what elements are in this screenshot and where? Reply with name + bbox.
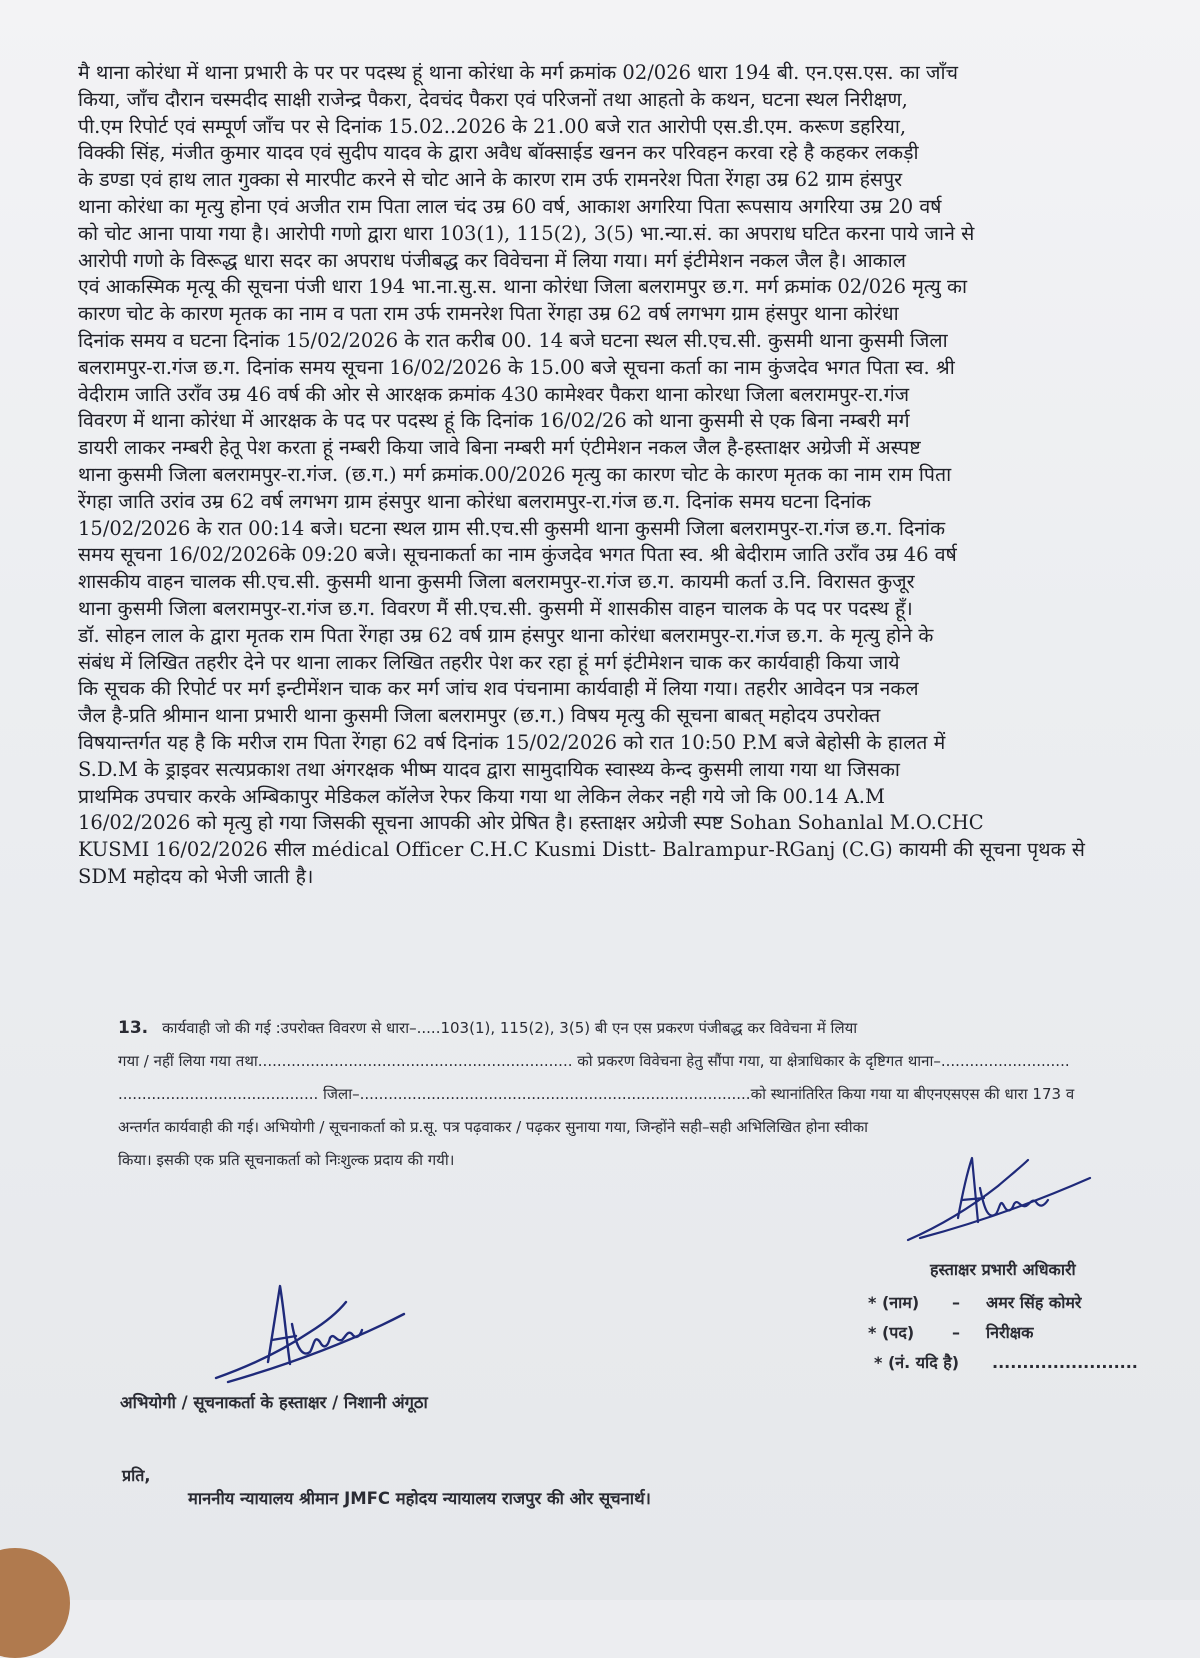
body-line: जैल है-प्रति श्रीमान थाना प्रभारी थाना कुसमी जिला बलरामपुर (छ.ग.) विषय मृत्यु की सूचना बाबत् महोदय उपरोक्त (78, 704, 881, 728)
body-line: दिनांक समय व घटना दिनांक 15/02/2026 के रात करीब 00. 14 बजे घटना स्थल सी.एच.सी. कुसमी थाना कुसमी जिला (78, 328, 948, 352)
body-line: प्राथमिक उपचार करके अम्बिकापुर मेडिकल कॉलेज रेफर किया गया था लेकिन लेकर नही गये जो कि 00.14 A.M (78, 784, 885, 808)
body-line: के डण्डा एवं हाथ लात गुक्का से मारपीट करने से चोट आने के कारण राम उर्फ रामनरेश पिता रेंगहा उम्र 62 ग्राम हंसपुर (78, 168, 903, 192)
form-text: कार्यवाही जो की गई :उपरोक्त विवरण से धारा–.....103(1), 115(2), 3(5) बी एन एस प्रकरण पंजीबद्ध कर विवेचना में लिया (162, 1019, 858, 1037)
body-line: 15/02/2026 के रात 00:14 बजे। घटना स्थल ग्राम सी.एच.सी कुसमी थाना कुसमी जिला बलरामपुर-रा.गंज छ.ग. दिनांक (78, 516, 946, 540)
item-number: 13. (118, 1018, 149, 1038)
body-line: आरोपी गणो के विरूद्ध धारा सदर का अपराध पंजीबद्ध कर विवेचना में लिया गया। मर्ग इंटीमेशन नकल जैल है। आकाल (78, 248, 906, 272)
name-label: * (नाम) (868, 1293, 920, 1312)
body-line: थाना कुसमी जिला बलरामपुर-रा.गंज छ.ग. विवरण मैं सी.एच.सी. कुसमी में शासकीस वाहन चालक के पद पर पदस्थ हूँ। (78, 596, 913, 620)
form-line-4: अन्तर्गत कार्यवाही की गई। अभियोगी / सूचनाकर्ता को प्र.सू. पत्र पढ़वाकर / पढ़कर सुनाया गया, जिन्होंने सही–सही अभिलिखित होना स्वीका (118, 1118, 868, 1136)
form-line-1 (118, 1012, 1193, 1045)
officer-number-row (874, 1348, 1198, 1378)
body-line: किया, जाँच दौरान चस्मदीद साक्षी राजेन्द्र पैकरा, देवचंद पैकरा एवं परिजनों तथा आहतो के कथन, घटना स्थल निरीक्षण, (78, 87, 908, 111)
body-line: S.D.M के ड्राइवर सत्यप्रकाश तथा अंगरक्षक भीष्म यादव द्वारा सामुदायिक स्वास्थ्य केन्द कुसमी लाया गया था जिसका (78, 757, 900, 781)
body-line: 16/02/2026 को मृत्यु हो गया जिसकी सूचना आपकी ओर प्रेषित है। हस्ताक्षर अग्रेजी स्पष्ट Sohan Sohanlal M.O.CHC (78, 811, 984, 835)
body-line: डायरी लाकर नम्बरी हेतू पेश करता हूं नम्बरी किया जावे बिना नम्बरी मर्ग एंटीमेशन नकल जैल है-हस्ताक्षर अग्रेजी में अस्पष्ट (78, 436, 921, 460)
finger-edge (0, 1548, 70, 1658)
body-line: SDM महोदय को भेजी जाती है। (78, 864, 314, 888)
body-line: विक्की सिंह, मंजीत कुमार यादव एवं सुदीप यादव के द्वारा अवैध बॉक्साईड खनन कर परिवहन करवा रहे है कहकर लकड़ी (78, 141, 919, 165)
officer-name: अमर सिंह कोमरे (986, 1293, 1082, 1312)
form-line-3: .......................................... जिला–..................................................................................को स्थानांतिरित किया गया या बीएनएसएस की धारा 173 व (118, 1085, 1075, 1103)
body-line: विषयान्तर्गत यह है कि मरीज राम पिता रेंगहा 62 वर्ष दिनांक 15/02/2026 को रात 10:50 P.M बजे बेहोसी के हालत में (78, 730, 946, 754)
body-line: पी.एम रिपोर्ट एवं सम्पूर्ण जाँच पर से दिनांक 15.02..2026 के 21.00 बजे रात आरोपी एस.डी.एम. करूण डहरिया, (78, 114, 907, 138)
officer-post-row (868, 1318, 1198, 1348)
body-line: बलरामपुर-रा.गंज छ.ग. दिनांक समय सूचना 16/02/2026 के 15.00 बजे सूचना कर्ता का नाम कुंजदेव भगत पिता स्व. श्री (78, 355, 955, 379)
court-recipient-line: माननीय न्यायालय श्रीमान JMFC महोदय न्यायालय राजपुर की ओर सूचनार्थ। (188, 1489, 651, 1508)
officer-name-row (868, 1288, 1198, 1318)
body-line: एवं आकस्मिक मृत्यू की सूचना पंजी धारा 194 भा.ना.सु.स. थाना कोरंधा जिला बलरामपुर छ.ग. मर्ग क्रमांक 02/026 मृत्यु का (78, 275, 968, 299)
body-line: थाना कुसमी जिला बलरामपुर-रा.गंज. (छ.ग.) मर्ग क्रमांक.00/2026 मृत्यु का कारण चोट के कारण मृतक का नाम राम पिता (78, 462, 952, 486)
body-line: शासकीय वाहन चालक सी.एच.सी. कुसमी थाना कुसमी जिला बलरामपुर-रा.गंज छ.ग. कायमी कर्ता उ.नि. विरासत कुजूर (78, 570, 915, 594)
number-label: * (नं. यदि है) (874, 1353, 960, 1372)
body-line: मै थाना कोरंधा में थाना प्रभारी के पर पर पदस्थ हूं थाना कोरंधा के मर्ग क्रमांक 02/026 धारा 194 बी. एन.एस.एस. का जाँच (78, 61, 958, 84)
officer-title: हस्ताक्षर प्रभारी अधिकारी (930, 1260, 1076, 1279)
body-line: कारण चोट के कारण मृतक का नाम व पता राम उर्फ रामनरेश पिता रेंगहा उम्र 62 वर्ष लगभग ग्राम हंसपुर थाना कोरंधा (78, 302, 899, 326)
complainant-signature-label: अभियोगी / सूचनाकर्ता के हस्ताक्षर / निशानी अंगूठा (120, 1393, 428, 1412)
officer-signature-block (868, 1258, 1198, 1378)
post-label: * (पद) (868, 1323, 915, 1342)
body-line: वेदीराम जाति उराँव उम्र 46 वर्ष की ओर से आरक्षक क्रमांक 430 कामेश्वर पैकरा थाना कोरधा जिला बलरामपुर-रा.गंज (78, 382, 910, 406)
body-line: थाना कोरंधा का मृत्यु होना एवं अजीत राम पिता लाल चंद उम्र 60 वर्ष, आकाश अगरिया पिता रूपसाय अगरिया उम्र 20 वर्ष (78, 194, 942, 218)
officer-signature (900, 1148, 1100, 1248)
complainant-signature (210, 1278, 410, 1388)
body-line: विवरण में थाना कोरंधा में आरक्षक के पद पर पदस्थ हूं कि दिनांक 16/02/26 को थाना कुसमी से एक बिना नम्बरी मर्ग (78, 409, 910, 433)
body-line: संबंध में लिखित तहरीर देने पर थाना लाकर लिखित तहरीर पेश कर रहा हूं मर्ग इंटीमेशन चाक कर कार्यवाही किया जाये (78, 650, 900, 674)
form-line-5: किया। इसकी एक प्रति सूचनाकर्ता को निःशुल्क प्रदाय की गयी। (118, 1151, 455, 1169)
form-line-2: गया / नहीं लिया गया तथा.................................................................. को प्रकरण विवेचना हेतु सौंपा गया, या क्षेत्राधिकार के दृष्टिगत थाना–........................... (118, 1052, 1070, 1070)
body-line: समय सूचना 16/02/2026के 09:20 बजे। सूचनाकर्ता का नाम कुंजदेव भगत पिता स्व. श्री बेदीराम जाति उराँव उम्र 46 वर्ष (78, 543, 957, 567)
name-dash: – (952, 1293, 960, 1312)
post-dash: – (952, 1323, 960, 1342)
body-line: को चोट आना पाया गया है। आरोपी गणो द्वारा धारा 103(1), 115(2), 3(5) भा.न्या.सं. का अपराध घटित करना पाये जाने से (78, 221, 975, 245)
body-line: KUSMI 16/02/2026 सील médical Officer C.H.C Kusmi Distt- Balrampur-RGanj (C.G) कायमी की सूचना पृथक से (78, 838, 1085, 862)
officer-number: ........................ (992, 1353, 1138, 1372)
typed-body (78, 60, 1190, 891)
to-label: प्रति, (122, 1466, 151, 1485)
body-line: डॉ. सोहन लाल के द्वारा मृतक राम पिता रेंगहा उम्र 62 वर्ष ग्राम हंसपुर थाना कोरंधा बलरामपुर-रा.गंज छ.ग. के मृत्यु होने के (78, 623, 934, 647)
body-line: रेंगहा जाति उरांव उम्र 62 वर्ष लगभग ग्राम हंसपुर थाना कोरंधा बलरामपुर-रा.गंज छ.ग. दिनांक समय घटना दिनांक (78, 489, 871, 513)
body-line: कि सूचक की रिपोर्ट पर मर्ग इन्टीमेंशन चाक कर मर्ग जांच शव पंचनामा कार्यवाही में लिया गया। तहरीर आवेदन पत्र नकल (78, 677, 919, 701)
officer-post: निरीक्षक (986, 1323, 1034, 1342)
